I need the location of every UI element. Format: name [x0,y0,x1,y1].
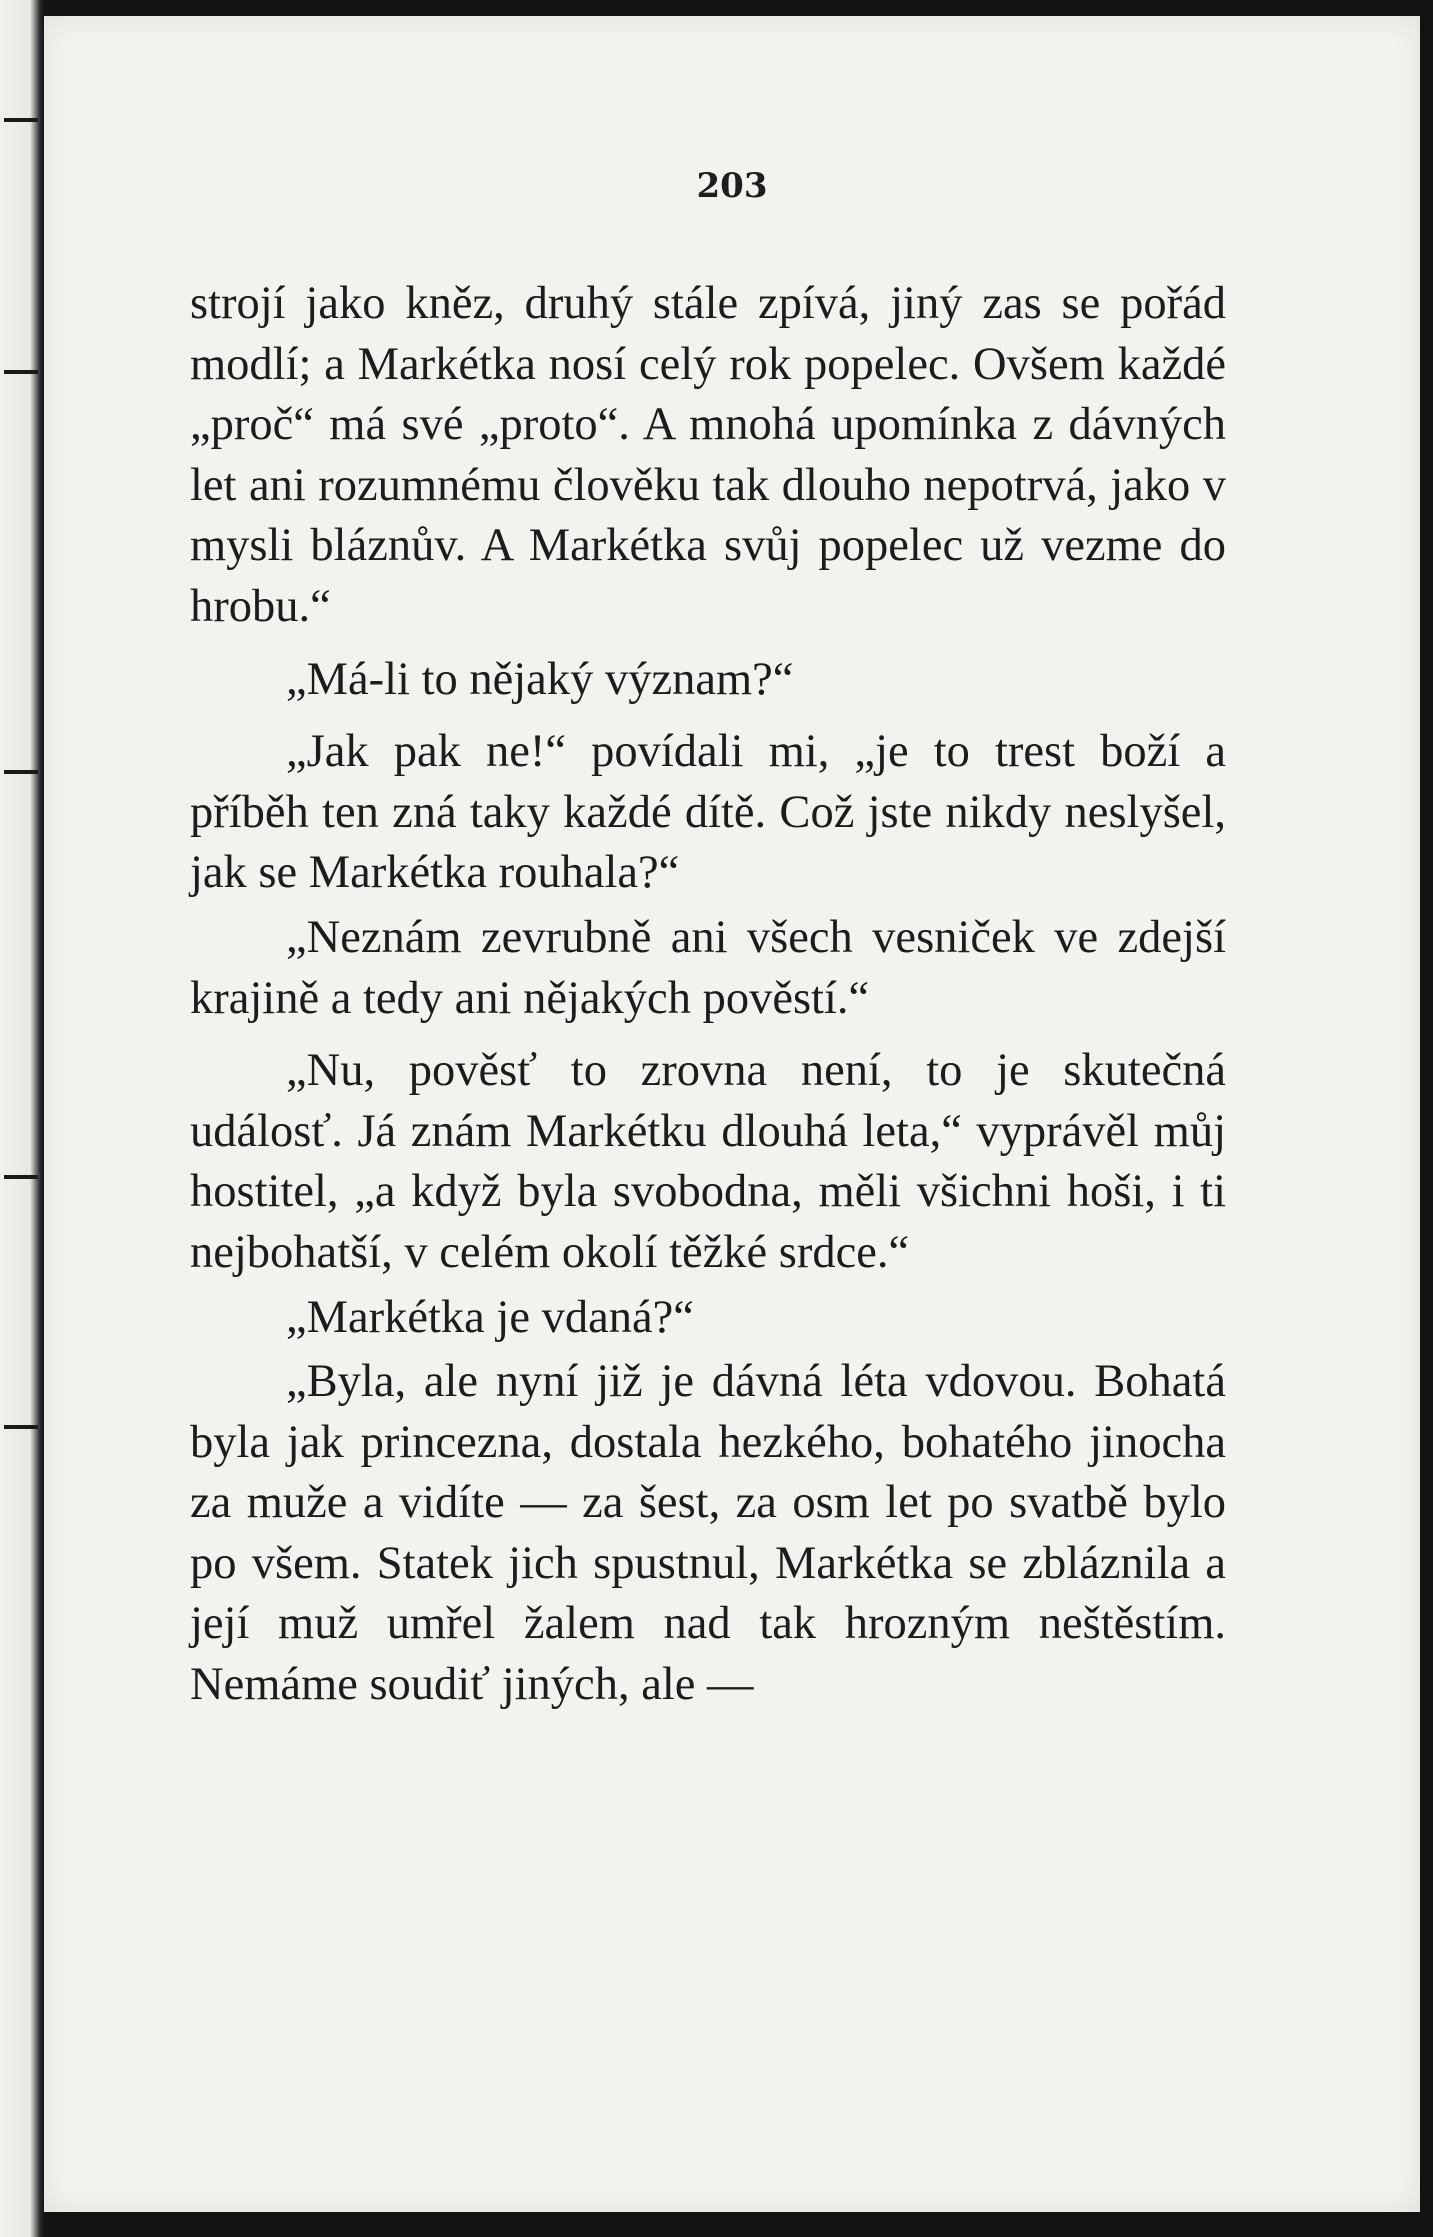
binding-mark [4,370,38,374]
paragraph: „Má-li to nějaký význam?“ [286,653,794,705]
binding-mark [4,1175,38,1179]
paragraph: „Markétka je vdaná?“ [286,1291,694,1343]
binding-mark [4,770,38,774]
paragraph: „Nu, pověsť to zrovna není, to je skutečná událosť. Já znám Markétku dlouhá leta,“ vyprávěl můj hostitel, „a když byla svobodna, měli všichni hoši, i ti nejbohatší, v celém okolí těžké srdce.“ [190,1045,1226,1278]
paragraph: strojí jako kněz, druhý stále zpívá, jiný zas se pořád modlí; a Markétka nosí celý rok popelec. Ovšem každé „proč“ má své „proto“. A mnohá upomínka z dávných let ani rozumnému člověku tak dlouho nepotrvá, jako v mysli bláznův. A Markétka svůj popelec už vezme do hrobu.“ [190,278,1226,632]
binding-mark [4,1425,38,1429]
binding-mark [4,118,38,122]
binding-edge [0,0,44,2237]
page-number: 203 [696,166,768,206]
paragraph: „Neznám zevrubně ani všech vesniček ve zdejší krajině a tedy ani nějakých pověstí.“ [190,911,1226,1024]
paragraph: „Byla, ale nyní již je dávná léta vdovou. Bohatá byla jak princezna, dostala hezkého, bohatého jinocha za muže a vidíte — za šest, za osm let po svatbě bylo po všem. Statek jich spustnul, Markétka se zbláznila a její muž umřel žalem nad tak hrozným neštěstím. Nemáme soudiť jiných, ale — [190,1356,1226,1711]
body-text [190,274,1226,1716]
paragraph: „Jak pak ne!“ povídali mi, „je to trest boží a příběh ten zná taky každé dítě. Což jste nikdy neslyšel, jak se Markétka rouhala?“ [190,726,1226,899]
book-page [44,16,1420,2212]
